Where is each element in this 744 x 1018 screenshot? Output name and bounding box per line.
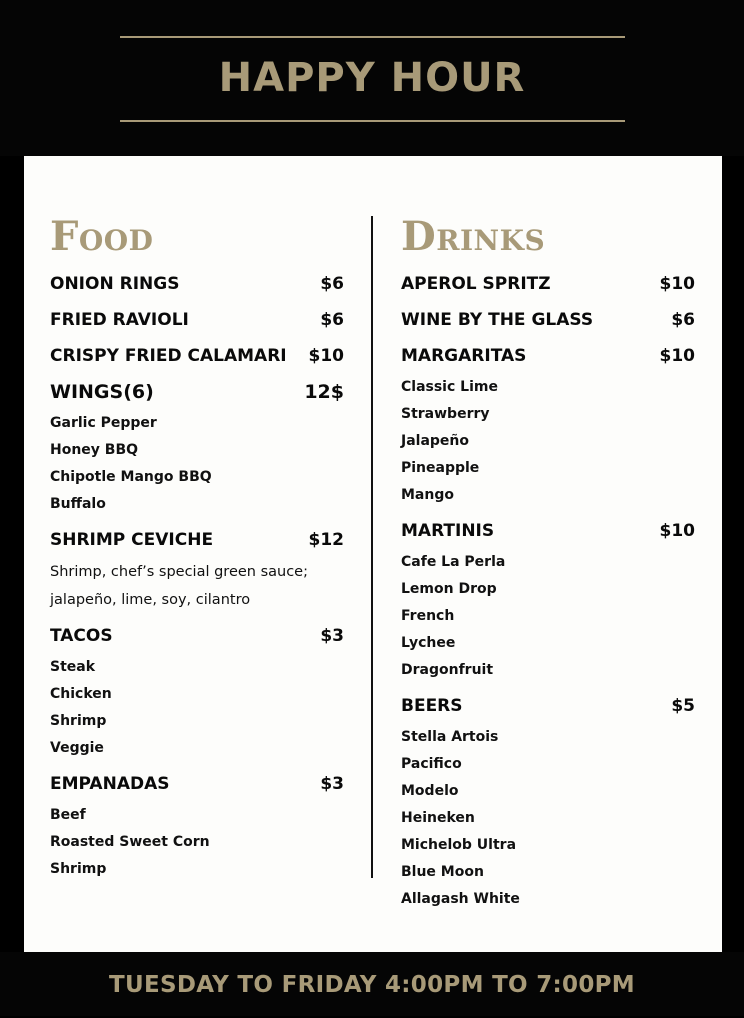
menu-item-option: French [401, 608, 455, 624]
menu-item [401, 338, 695, 374]
menu-item-option: Classic Lime [401, 379, 498, 395]
menu-item-option: Beef [50, 807, 86, 823]
menu-item-description: jalapeño, lime, soy, cilantro [50, 592, 251, 608]
menu-item-option: Shrimp [50, 861, 107, 877]
menu-item-name: CRISPY FRIED CALAMARI [50, 346, 287, 366]
menu-item-name: WINGS(6) [50, 381, 154, 403]
menu-item-option: Garlic Pepper [50, 415, 157, 431]
food-column [50, 214, 344, 883]
menu-item-price: $6 [320, 274, 344, 294]
column-divider [371, 216, 373, 878]
menu-title: HAPPY HOUR [218, 55, 526, 101]
menu-item-option: Shrimp [50, 713, 107, 729]
menu-item-name: MARTINIS [401, 521, 495, 541]
menu-item [401, 513, 695, 549]
menu-item [50, 522, 344, 558]
menu-item-option: Honey BBQ [50, 442, 139, 458]
menu-item-price: $6 [671, 310, 695, 330]
menu-item-option: Chipotle Mango BBQ [50, 469, 212, 485]
menu-item-name: EMPANADAS [50, 774, 170, 794]
menu-item-price: $10 [659, 521, 695, 541]
menu-item-option: Roasted Sweet Corn [50, 834, 210, 850]
footer-band [0, 952, 744, 1016]
drinks-section-title: Drinks [401, 213, 546, 260]
menu-item-option: Mango [401, 487, 454, 503]
menu-item-option: Steak [50, 659, 96, 675]
food-section-title: Food [50, 213, 154, 260]
menu-item-price: $10 [659, 274, 695, 294]
menu-item [50, 338, 344, 374]
header-top-rule [120, 36, 625, 38]
menu-item-price: $3 [320, 626, 344, 646]
header-bottom-rule [120, 120, 625, 122]
menu-item [401, 266, 695, 302]
menu-item-option: Pacifico [401, 756, 462, 772]
menu-item-name: WINE BY THE GLASS [401, 310, 594, 330]
menu-item-option: Lychee [401, 635, 456, 651]
menu-item-option: Chicken [50, 686, 112, 702]
menu-item-price: $10 [308, 346, 344, 366]
menu-item-name: SHRIMP CEVICHE [50, 530, 214, 550]
menu-item-name: APEROL SPRITZ [401, 274, 551, 294]
menu-item-option: Buffalo [50, 496, 106, 512]
menu-item-option: Stella Artois [401, 729, 499, 745]
menu-item-option: Michelob Ultra [401, 837, 517, 853]
menu-item-price: $3 [320, 774, 344, 794]
menu-item-description: Shrimp, chef’s special green sauce; [50, 564, 308, 580]
menu-item-option: Pineapple [401, 460, 480, 476]
menu-item-name: ONION RINGS [50, 274, 180, 294]
menu-item-option: Blue Moon [401, 864, 484, 880]
drinks-column [401, 214, 695, 913]
menu-item-name: TACOS [50, 626, 113, 646]
menu-item [50, 766, 344, 802]
drinks-list [401, 266, 695, 913]
menu-item [50, 374, 344, 410]
menu-item-name: FRIED RAVIOLI [50, 310, 189, 330]
menu-item [50, 266, 344, 302]
menu-item-option: Modelo [401, 783, 459, 799]
food-list [50, 266, 344, 883]
menu-item-name: MARGARITAS [401, 346, 527, 366]
menu-item-price: $10 [659, 346, 695, 366]
menu-item-name: BEERS [401, 696, 463, 716]
menu-item-option: Dragonfruit [401, 662, 494, 678]
menu-item-price: $6 [320, 310, 344, 330]
menu-item [401, 688, 695, 724]
menu-item-option: Lemon Drop [401, 581, 497, 597]
menu-item [50, 618, 344, 654]
menu-item-option: Jalapeño [401, 433, 470, 449]
menu-item-option: Heineken [401, 810, 475, 826]
menu-item-option: Cafe La Perla [401, 554, 506, 570]
menu-item [401, 302, 695, 338]
menu-item-option: Strawberry [401, 406, 490, 422]
menu-item-price: 12$ [304, 381, 344, 403]
menu-item-option: Veggie [50, 740, 104, 756]
hours-text: TUESDAY TO FRIDAY 4:00PM TO 7:00PM [109, 972, 635, 998]
menu-item [50, 302, 344, 338]
header-band [0, 0, 744, 156]
menu-item-price: $5 [671, 696, 695, 716]
menu-item-price: $12 [308, 530, 344, 550]
menu-item-option: Allagash White [401, 891, 520, 907]
